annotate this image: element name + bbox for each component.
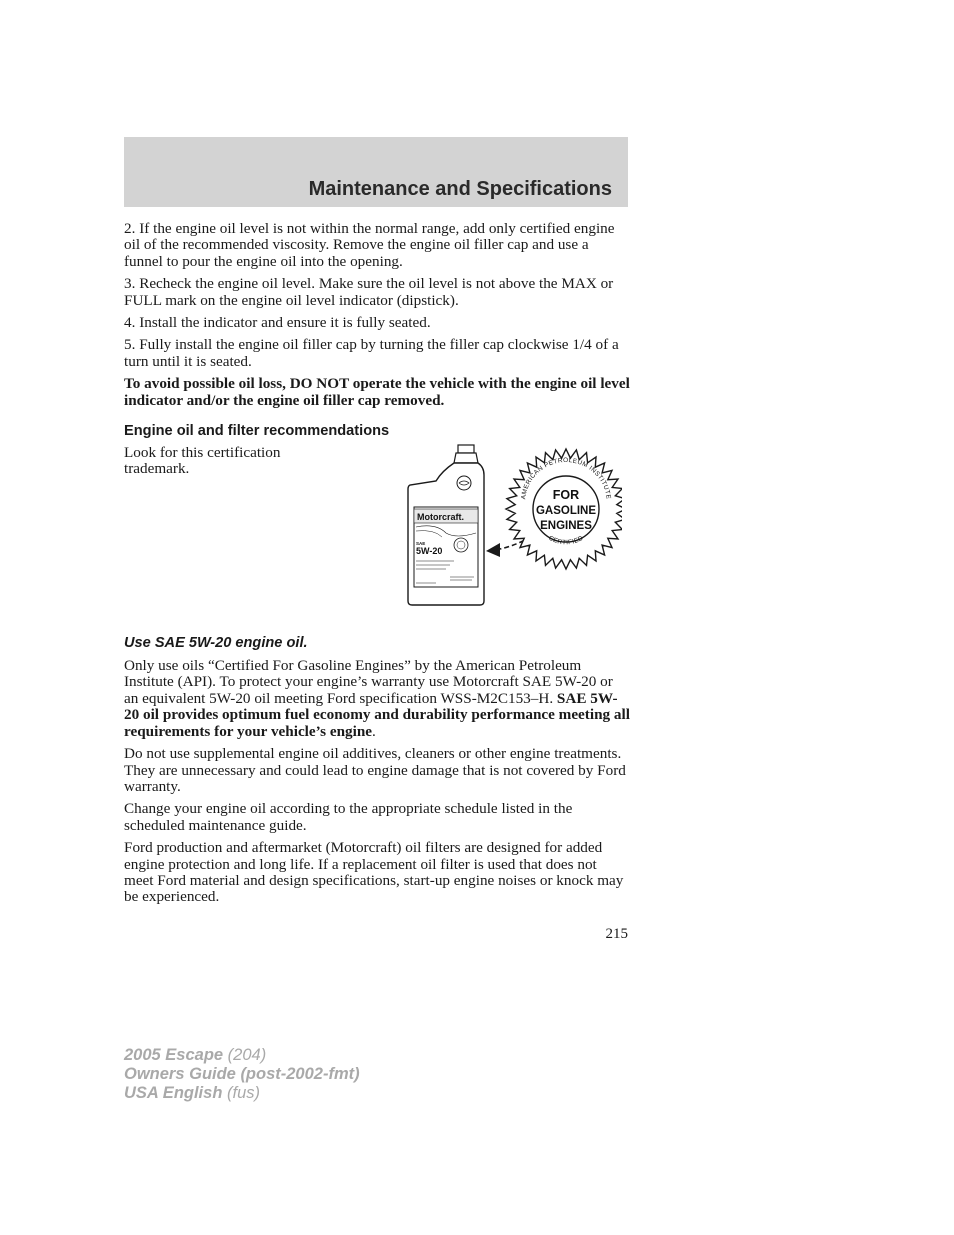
seal-certified-text: CERTIFIED <box>547 534 585 547</box>
bottle-sae-label: SAE <box>416 541 426 547</box>
bottle-grade-label: 5W-20 <box>416 546 443 557</box>
section-header-band <box>124 137 628 207</box>
api-certified-paragraph <box>124 658 630 740</box>
seal-line-gasoline: GASOLINE <box>535 505 597 518</box>
oil-bottle-certification-illustration <box>406 441 622 607</box>
section-title: Maintenance and Specifications <box>308 178 612 200</box>
footer-line-language <box>124 1084 360 1103</box>
seal-line-engines: ENGINES <box>540 520 592 533</box>
step-2: 2. If the engine oil level is not within the normal range, add only certified engine oil of the recommended viscosity. Remove the engine oil filler cap and use a funnel to pour the engine oil into the opening. <box>124 220 615 270</box>
bottle-brand-label: Motorcraft. <box>417 512 464 523</box>
api-paragraph-start: Only use oils “Certified For Gasoline Engines” by the American Petroleum Institute (API). To protect your engine’s warranty use Motorcraft SAE 5W-20 or an equivalent 5W-20 oil meeting Ford specification WSS-M2C153–H. <box>124 657 613 707</box>
footer-model-code: (204) <box>223 1046 267 1064</box>
additives-paragraph: Do not use supplemental engine oil additives, cleaners or other engine treatments. They are unnecessary and could lead to engine damage that is not covered by Ford warranty. <box>124 745 626 795</box>
footer-line-guide: Owners Guide (post-2002-fmt) <box>124 1065 360 1083</box>
step-5: 5. Fully install the engine oil filler cap by turning the filler cap clockwise 1/4 of a turn until it is seated. <box>124 336 619 370</box>
look-for-trademark-text: Look for this certification trademark. <box>124 444 281 478</box>
seal-line-for: FOR <box>552 488 580 503</box>
warning-text: To avoid possible oil loss, DO NOT operate the vehicle with the engine oil level indicator and/or the engine oil filler cap removed. <box>124 375 630 409</box>
footer-model-name: 2005 Escape <box>124 1046 224 1064</box>
step-4: 4. Install the indicator and ensure it is fully seated. <box>124 314 431 332</box>
page-content <box>124 221 630 912</box>
document-footer <box>124 1046 360 1103</box>
step-3: 3. Recheck the engine oil level. Make sure the oil level is not above the MAX or FULL mark on the engine oil level indicator (dipstick). <box>124 275 614 309</box>
footer-language-code: (fus) <box>222 1084 260 1102</box>
api-paragraph-end: . <box>372 722 376 740</box>
figure-caption: Use SAE 5W-20 engine oil. <box>124 635 308 652</box>
oil-filters-paragraph: Ford production and aftermarket (Motorcraft) oil filters are designed for added engine protection and long life. If a replacement oil filter is used that does not meet Ford material and design specifications, start-up engine noises or knock may be experienced. <box>124 839 624 906</box>
certification-figure-row <box>124 445 630 635</box>
footer-language: USA English <box>124 1084 223 1102</box>
change-oil-paragraph: Change your engine oil according to the appropriate schedule listed in the scheduled maintenance guide. <box>124 800 573 834</box>
page-number: 215 <box>605 926 628 942</box>
api-paragraph-bold: SAE 5W-20 oil provides optimum fuel economy and durability performance meeting all requirements for your vehicle’s engine <box>124 689 630 740</box>
subsection-heading: Engine oil and filter recommendations <box>124 423 390 440</box>
seal-ring-text: AMERICAN PETROLEUM INSTITUTE <box>520 457 612 500</box>
footer-line-model <box>124 1046 360 1065</box>
oil-bottle-icon <box>408 445 484 605</box>
